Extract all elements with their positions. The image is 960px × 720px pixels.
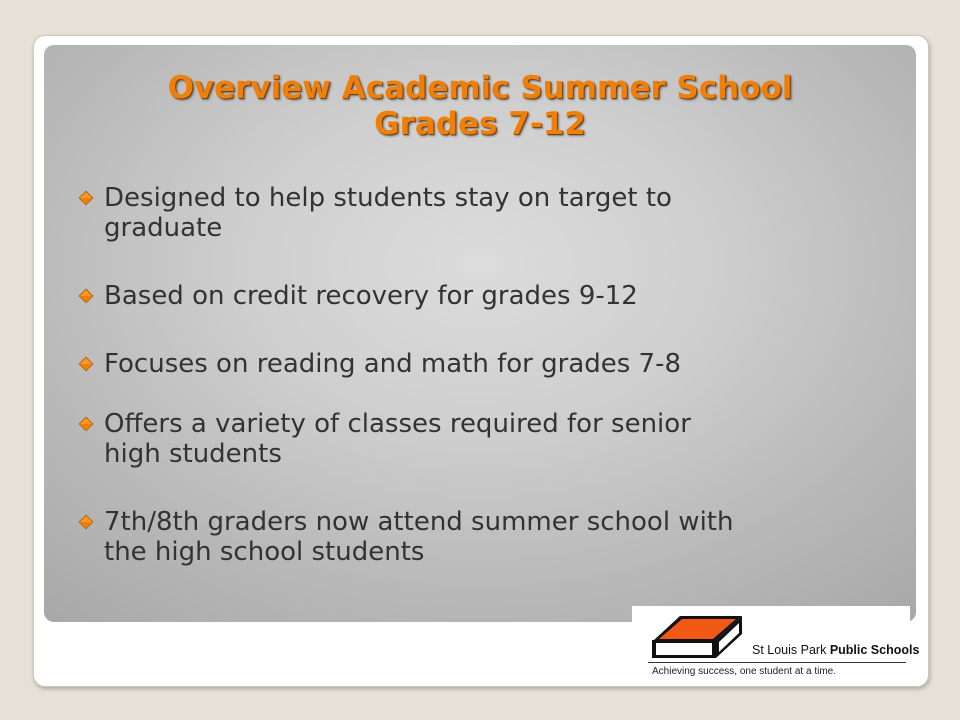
bullet-text-line-2: high students — [104, 439, 282, 469]
school-logo — [632, 606, 920, 682]
bullet-text-line-1: Designed to help students stay on target to — [104, 183, 672, 213]
bullet-item — [76, 349, 681, 379]
bullet-text-line-2: the high school students — [104, 537, 425, 567]
bullet-item — [76, 409, 691, 469]
slide-title-line-2: Grades 7-12 — [374, 106, 586, 142]
bullet-text-line-1: 7th/8th graders now attend summer school with — [104, 507, 734, 537]
orange-diamond-bullet-icon — [78, 356, 94, 372]
school-name-regular: St Louis Park — [752, 643, 830, 657]
bullet-item — [76, 183, 672, 243]
bullet-text-line-2: graduate — [104, 213, 223, 243]
orange-diamond-bullet-icon — [78, 416, 94, 432]
school-name-bold: Public Schools — [829, 643, 920, 657]
bullet-item — [76, 281, 638, 311]
slide-title-line-1: Overview Academic Summer School — [167, 70, 793, 106]
orange-diamond-bullet-icon — [78, 190, 94, 206]
bullet-item — [76, 507, 733, 567]
slide-title — [44, 70, 916, 142]
orange-diamond-bullet-icon — [78, 514, 94, 530]
logo-divider — [648, 662, 906, 663]
school-tagline: Achieving success, one student at a time. — [652, 666, 836, 677]
bullet-text-line-1: Focuses on reading and math for grades 7-8 — [104, 349, 682, 379]
orange-diamond-bullet-icon — [78, 288, 94, 304]
orange-book-icon — [646, 610, 756, 662]
bullet-text-line-1: Offers a variety of classes required for senior — [104, 409, 691, 439]
bullet-text-line-1: Based on credit recovery for grades 9-12 — [104, 281, 638, 311]
school-name — [752, 643, 919, 657]
